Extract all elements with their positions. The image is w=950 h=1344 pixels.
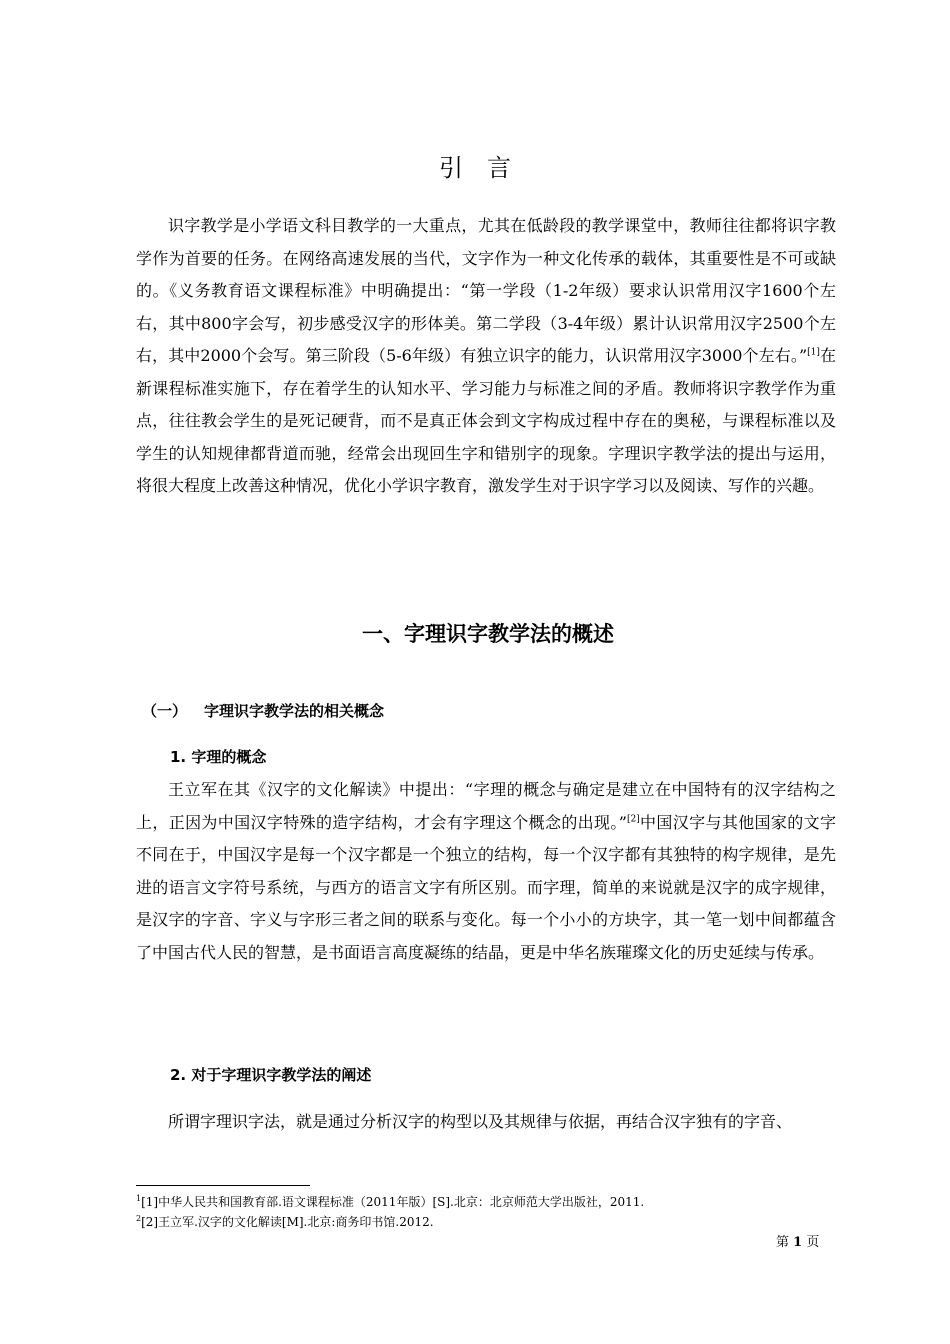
footnote-divider xyxy=(136,1185,310,1186)
subsection-heading xyxy=(142,700,384,721)
item1-text-part2: 中国汉字与其他国家的文字不同在于，中国汉字是每一个汉字都是一个独立的结构，每一个汉字都有其独特的构字规律，是先进的语言文字符号系统，与西方的语言文字有所区别。而字理，简单的来说就是汉字的成字规律，是汉字的字音、字义与字形三者之间的联系与变化。每一个小小的方块字，其一笔一划中间都蕴含了中国古代人民的智慧，是书面语言高度凝练的结晶，更是中华名族璀璨文化的历史延续与传承。 xyxy=(136,812,836,962)
intro-text-part1: 识字教学是小学语文科目教学的一大重点，尤其在低龄段的教学课堂中，教师往往都将识字教学作为首要的任务。在网络高速发展的当代，文字作为一种文化传承的载体，其重要性是不可或缺的。《义务教育语文课程标准》中明确提出：“第一学段（1-2年级）要求认识常用汉字1600个左右，其中800字会写，初步感受汉字的形体美。第二学段（3-4年级）累计认识常用汉字2500个左右，其中2000个会写。第三阶段（5-6年级）有独立识字的能力，认识常用汉字3000个左右。” xyxy=(136,216,836,365)
item1-heading: 1. 字理的概念 xyxy=(170,748,267,766)
citation-ref-1[interactable]: [1] xyxy=(807,347,820,358)
page-number-value: 1 xyxy=(793,1235,803,1250)
footnote-text: [2]王立军.汉字的文化解读[M].北京:商务印书馆.2012. xyxy=(141,1215,434,1229)
item1-text-part1: 王立军在其《汉字的文化解读》中提出：“字理的概念与确定是建立在中国特有的汉字结构之上，正因为中国汉字特殊的造字结构，才会有字理这个概念的出现。” xyxy=(136,780,836,832)
citation-ref-2[interactable]: [2] xyxy=(626,814,640,825)
footnote-mark: 1 xyxy=(136,1194,142,1203)
page-number xyxy=(776,1231,819,1250)
footnote-1 xyxy=(136,1191,644,1210)
section-heading: 一、字理识字教学法的概述 xyxy=(362,622,614,646)
intro-paragraph xyxy=(136,210,836,503)
item2-paragraph: 所谓字理识字法，就是通过分析汉字的构型以及其规律与依据，再结合汉字独有的字音、 xyxy=(168,1112,793,1131)
footnote-mark: 2 xyxy=(136,1214,142,1223)
subsection-title: 字理识字教学法的相关概念 xyxy=(204,702,385,720)
page-number-prefix: 第 xyxy=(776,1235,790,1250)
item2-heading: 2. 对于字理识字教学法的阐述 xyxy=(170,1066,372,1084)
intro-title: 引言 xyxy=(439,154,535,182)
page-number-suffix: 页 xyxy=(806,1235,820,1250)
footnote-text: [1]中华人民共和国教育部.语文课程标准（2011年版）[S].北京：北京师范大学出版社，2011. xyxy=(141,1195,645,1209)
item1-paragraph xyxy=(136,774,836,969)
footnote-2 xyxy=(136,1211,434,1230)
intro-text-part2: 在新课程标准实施下，存在着学生的认知水平、学习能力与标准之间的矛盾。教师将识字教学作为重点，往往教会学生的是死记硬背，而不是真正体会到文字构成过程中存在的奥秘，与课程标准以及学生的认知规律都背道而驰，经常会出现回生字和错别字的现象。字理识字教学法的提出与运用，将很大程度上改善这种情况，优化小学识字教育，激发学生对于识字学习以及阅读、写作的兴趣。 xyxy=(136,346,836,495)
subsection-number: （一） xyxy=(142,702,188,720)
